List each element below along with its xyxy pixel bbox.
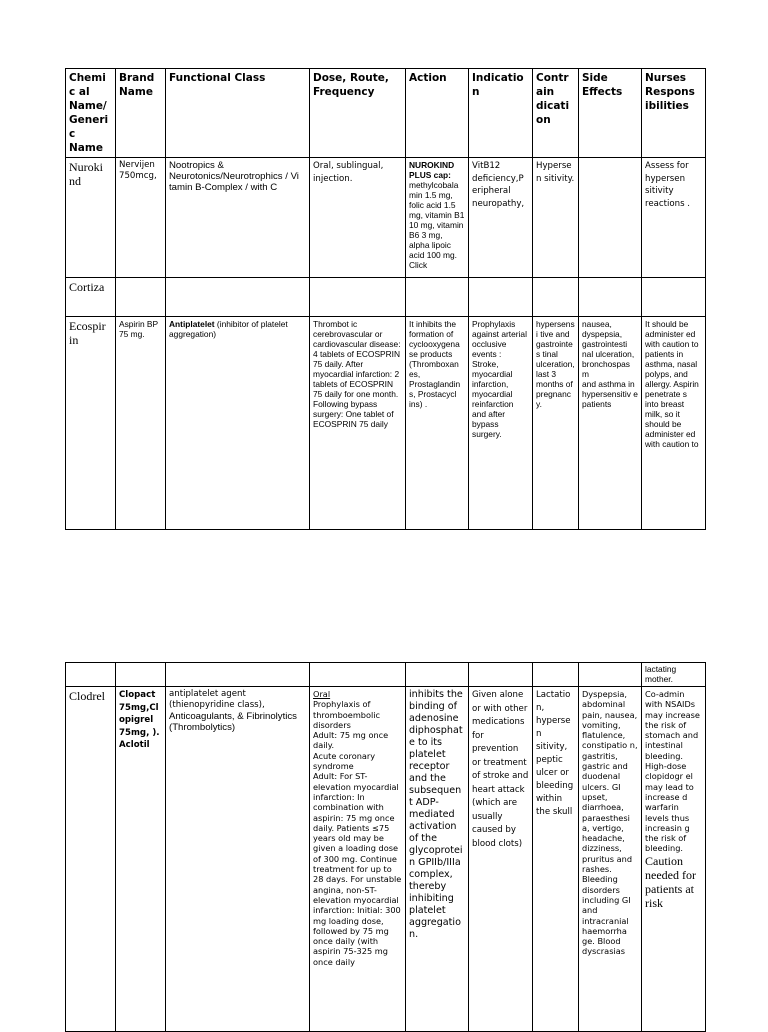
cell-action bbox=[406, 278, 469, 317]
cell-functional-class: Nootropics & Neurotonics/Neurotrophics / Vi tamin B-Complex / with C bbox=[166, 158, 310, 278]
cell-side-effects: Dyspepsia, abdominal pain, nausea, vomiting, flatulence, constipatio n, gastritis, gastric and duodenal ulcers. GI upset, diarrhoea, paraesthesi a, vertigo, headache, dizziness, pruritus and rashes. Bleeding disorders including GI and intracranial haemorrha ge. Blood dyscrasias bbox=[579, 687, 642, 1032]
functional-class-bold: Antiplatelet bbox=[169, 319, 215, 329]
cell-side-effects: nausea, dyspepsia, gastrointesti nal ulceration, bronchospas m and asthma in hypersensitiv e patients bbox=[579, 317, 642, 530]
cell-dose: Thrombot ic cerebrovascular or cardiovascular disease: 4 tablets of ECOSPRIN 75 daily. After myocardial infarction: 2 tablets of ECOSPRIN 75 daily for one month. Following bypass surgery: One tablet of ECOSPRIN 75 daily bbox=[310, 317, 406, 530]
cell-action: It inhibits the formation of cyclooxygena se products (Thromboxan es, Prostaglandin s, Prostacycl ins) . bbox=[406, 317, 469, 530]
functional-class-line1: antiplatelet agent (thienopyridine class), bbox=[169, 689, 265, 710]
action-title: NUROKIND PLUS cap: bbox=[409, 160, 455, 180]
cell-contraindication: hypersensi tive and gastrointes tinal ulceration, last 3 months of pregnancy. bbox=[533, 317, 579, 530]
dose-body: Prophylaxis of thromboembolic disorders Adult: 75 mg once daily. Acute coronary syndrome Adult: For ST-elevation myocardial infarction: In combination with aspirin: 75 mg once daily. Patients ≤75 years old may be given a loading dose of 300 mg. Continue treatment for up to 28 days. For unstable angina, non-ST-elevation myocardial infarction: Initial: 300 mg loading dose, followed by 75 mg once daily (with aspirin 75-325 mg once daily bbox=[313, 699, 402, 967]
header-generic-name: Chemic al Name/ Generic Name bbox=[66, 69, 116, 158]
header-brand-name: Brand Name bbox=[116, 69, 166, 158]
cell-indication: Given alone or with other medications for prevention or treatment of stroke and heart attack (which are usually caused by blood clots) bbox=[469, 687, 533, 1032]
cell-contraindication bbox=[533, 278, 579, 317]
cell-nurses: Assess for hypersen sitivity reactions . bbox=[642, 158, 706, 278]
cell-nurses bbox=[642, 687, 706, 1032]
cell-generic: Ecospir in bbox=[66, 317, 116, 530]
cell-functional-class bbox=[166, 278, 310, 317]
cell-nurses-continued: lactating mother. bbox=[642, 663, 706, 687]
header-nurses-responsibilities: Nurses Respons ibilities bbox=[642, 69, 706, 158]
header-action: Action bbox=[406, 69, 469, 158]
header-side-effects: Side Effects bbox=[579, 69, 642, 158]
cell-generic: Nuroki nd bbox=[66, 158, 116, 278]
continuation-row bbox=[66, 663, 706, 687]
cell-functional-class bbox=[166, 687, 310, 1032]
cell-brand: Nervijen 750mcg, bbox=[116, 158, 166, 278]
drug-table-1 bbox=[65, 68, 706, 530]
action-body: methylcobala min 1.5 mg, folic acid 1.5 mg, vitamin B1 10 mg, vitamin B6 3 mg, alpha lipoic acid 100 mg. Click bbox=[409, 180, 465, 270]
table-row bbox=[66, 687, 706, 1032]
table-row bbox=[66, 158, 706, 278]
cell-indication bbox=[469, 278, 533, 317]
drug-table-2 bbox=[65, 662, 706, 1032]
functional-class-line2: Anticoagulants, & Fibrinolytics (Thrombolytics) bbox=[169, 711, 297, 733]
cell-dose: Oral, sublingual, injection. bbox=[310, 158, 406, 278]
cell-indication: VitB12 deficiency,P eripheral neuropathy, bbox=[469, 158, 533, 278]
cell-indication: Prophylaxis against arterial occlusive events : Stroke, myocardial infarction, myocardial reinfarction and after bypass surgery. bbox=[469, 317, 533, 530]
cell-generic: Cortiza bbox=[66, 278, 116, 317]
cell-nurses: It should be administer ed with caution to patients in asthma, nasal polyps, and allergy. Aspirin penetrate s into breast milk, so it should be administer ed with caution to bbox=[642, 317, 706, 530]
nurses-small-text: Co-admin with NSAIDs may increase the risk of stomach and intestinal bleeding. High-dose clopidogr el may lead to increase d warfarin levels thus increasin g the risk of bleeding. bbox=[645, 689, 700, 854]
header-dose: Dose, Route, Frequency bbox=[310, 69, 406, 158]
cell-action bbox=[406, 158, 469, 278]
cell-dose bbox=[310, 687, 406, 1032]
cell-dose bbox=[310, 278, 406, 317]
cell-nurses bbox=[642, 278, 706, 317]
functional-class-rest: (inhibitor of platelet aggregation) bbox=[169, 319, 288, 339]
cell-contraindication: Hypersen sitivity. bbox=[533, 158, 579, 278]
cell-action: inhibits the binding of adenosine diphosphat e to its platelet receptor and the subsequen t ADP-mediated activation of the glycoprotei n GPIIb/IIIa complex, thereby inhibiting platelet aggregatio n. bbox=[406, 687, 469, 1032]
header-indication: Indication bbox=[469, 69, 533, 158]
cell-side-effects bbox=[579, 278, 642, 317]
cell-generic: Clodrel bbox=[66, 687, 116, 1032]
cell-brand bbox=[116, 278, 166, 317]
header-row bbox=[66, 69, 706, 158]
dose-title: Oral bbox=[313, 689, 331, 699]
header-contraindication: Contrain dication bbox=[533, 69, 579, 158]
cell-functional-class bbox=[166, 317, 310, 530]
cell-side-effects bbox=[579, 158, 642, 278]
cell-brand: Aspirin BP 75 mg. bbox=[116, 317, 166, 530]
table-row bbox=[66, 278, 706, 317]
cell-brand: Clopact 75mg,Cl opigrel 75mg, ). Aclotil bbox=[116, 687, 166, 1032]
table-row bbox=[66, 317, 706, 530]
cell-contraindication: Lactation, hypersen sitivity, peptic ulcer or bleeding within the skull bbox=[533, 687, 579, 1032]
nurses-large-text: Caution needed for patients at risk bbox=[645, 853, 696, 910]
header-functional-class: Functional Class bbox=[166, 69, 310, 158]
